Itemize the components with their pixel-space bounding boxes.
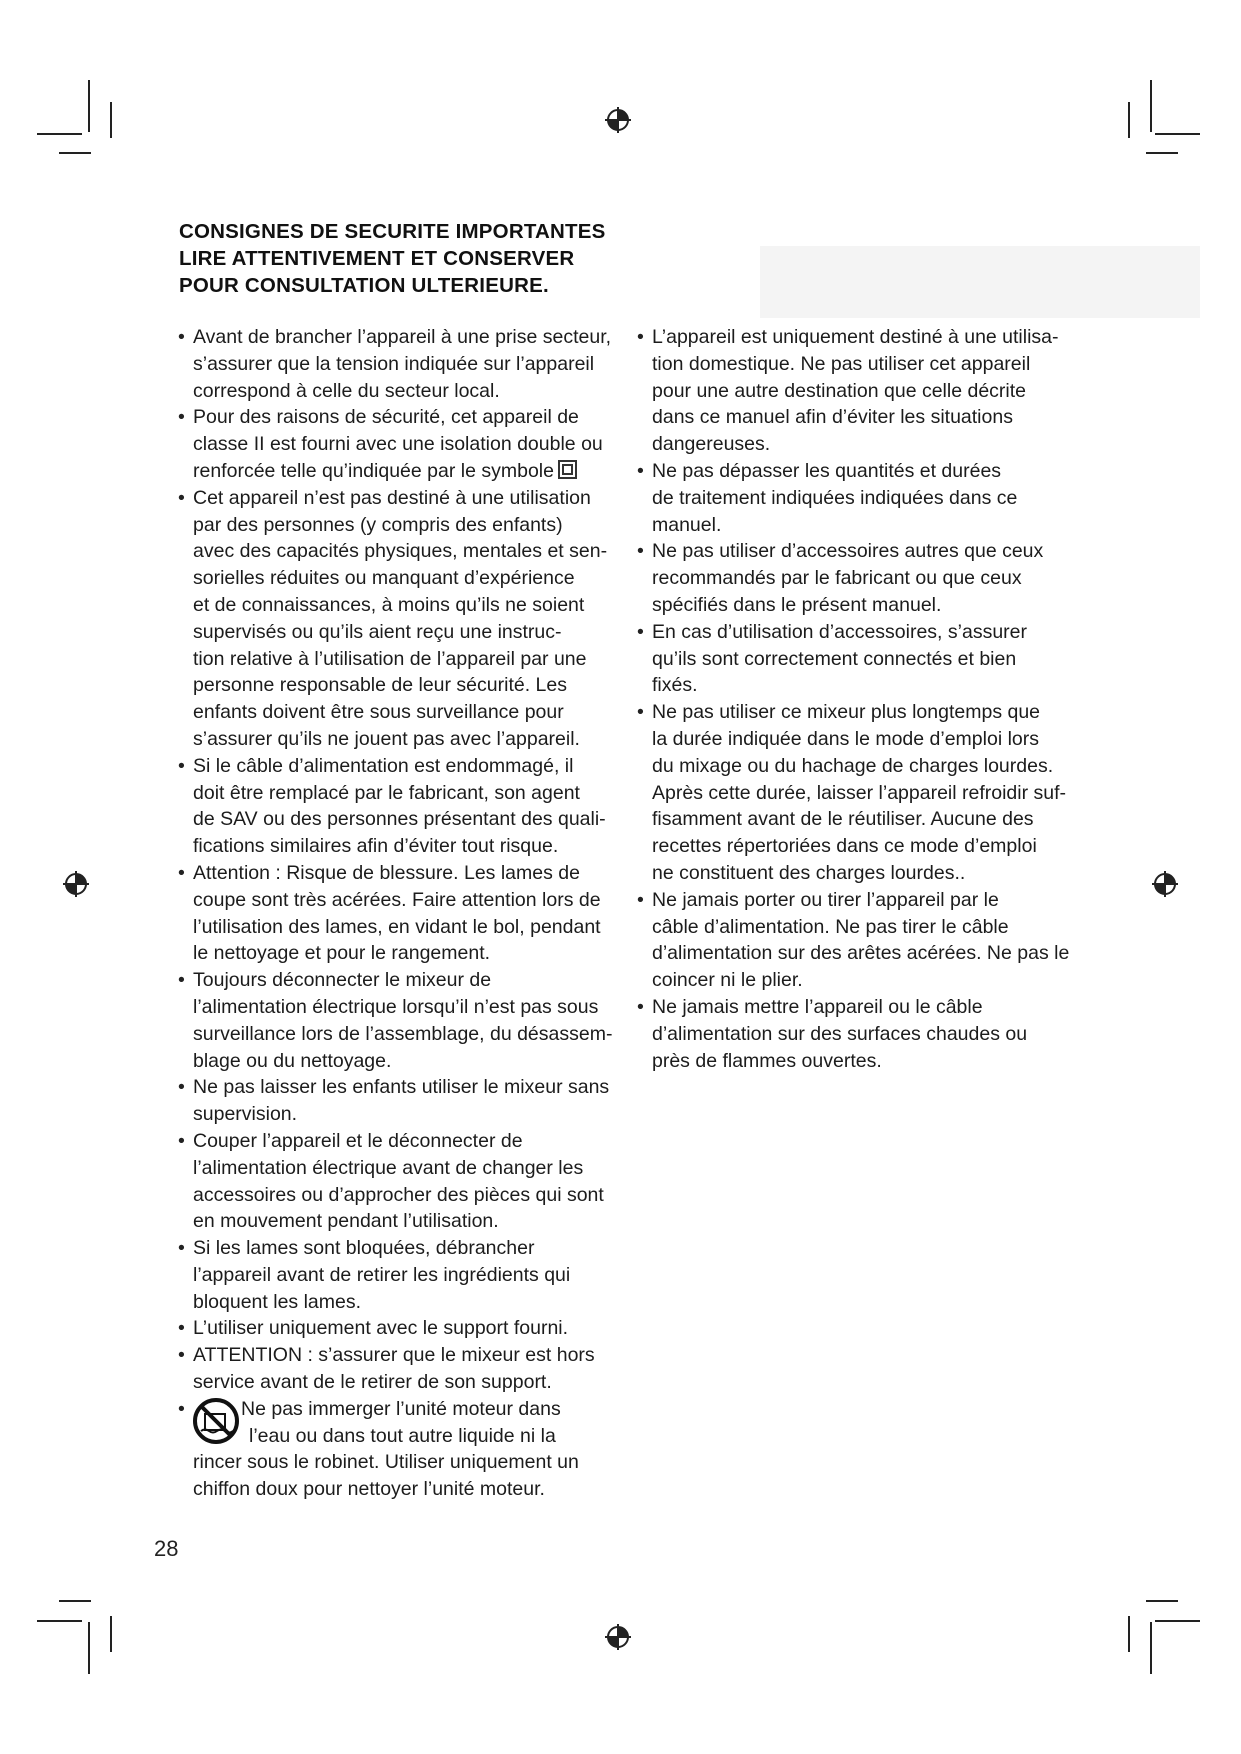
list-item	[637, 619, 1077, 699]
list-item-text: Ne pas laisser les enfants utiliser le mixeur sans supervision.	[193, 1076, 610, 1126]
crop-mark	[1146, 1600, 1178, 1602]
registration-mark-icon	[61, 869, 91, 899]
list-item-text: rincer sous le robinet. Utiliser uniquement un chiffon doux pour nettoyer l’unité moteur.	[193, 1451, 579, 1501]
list-item-text: L’appareil est uniquement destiné à une utilisa- tion domestique. Ne pas utiliser cet appareil pour une autre destination que celle décrite dans ce manuel afin d’éviter les situations dangereuses.	[652, 326, 1059, 456]
crop-mark	[1155, 1620, 1200, 1622]
list-item	[178, 404, 618, 484]
crop-mark	[1155, 133, 1200, 135]
page-title	[179, 218, 699, 299]
list-item-text: Ne pas utiliser d’accessoires autres que ceux recommandés par le fabricant ou que ceux spécifiés dans le présent manuel.	[652, 540, 1044, 616]
registration-mark-icon	[603, 105, 633, 135]
right-column	[637, 324, 1077, 1074]
double-insulation-icon	[558, 460, 577, 479]
list-item	[178, 485, 618, 753]
list-item-text: • Ne pas immerger l’unité moteur dans	[241, 1397, 561, 1420]
crop-mark	[1128, 1616, 1130, 1652]
list-item	[637, 887, 1077, 994]
list-item	[637, 324, 1077, 458]
list-item-text: L’utiliser uniquement avec le support fourni.	[193, 1317, 569, 1340]
list-item	[178, 1315, 618, 1342]
title-line-3: POUR CONSULTATION ULTERIEURE.	[179, 274, 549, 297]
crop-mark	[88, 1622, 90, 1674]
list-item	[637, 699, 1077, 887]
list-item	[178, 860, 618, 967]
list-item	[178, 967, 618, 1074]
list-item-text: Couper l’appareil et le déconnecter de l’alimentation électrique avant de changer les accessoires ou d’approcher des pièces qui sont en mouvement pendant l’utilisation.	[193, 1129, 604, 1233]
crop-mark	[110, 102, 112, 138]
crop-mark	[110, 1616, 112, 1652]
list-item-text: Ne jamais mettre l’appareil ou le câble d’alimentation sur des surfaces chaudes ou près de flammes ouvertes.	[652, 995, 1028, 1072]
list-item	[178, 753, 618, 860]
background-patch	[760, 246, 1200, 318]
list-item-text: Cet appareil n’est pas destiné à une utilisation par des personnes (y compris des enfants) avec des capacités physiques, mentales et sen- sorielles réduites ou manquant d’expérience et de connaissances, à moins qu’ils ne soient supervisés ou qu’ils aient reçu une instruc- tion relative à l’utilisation de l’appareil par une personne responsable de leur sécurité. Les enfants doivent être sous surveillance pour s’assurer qu’ils ne jouent pas avec l’appareil.	[193, 486, 608, 750]
list-item-text: Ne pas utiliser ce mixeur plus longtemps que la durée indiquée dans le mode d’emploi lors du mixage ou du hachage de charges lourdes. Après cette durée, laisser l’appareil refroidir suf- fisamment avant de le réutiliser. Aucune des recettes répertoriées dans ce mode d’emploi ne constituent des charges lourdes..	[652, 701, 1067, 884]
list-item-text: ATTENTION : s’assurer que le mixeur est hors service avant de le retirer de son support.	[193, 1344, 595, 1394]
list-item-text: Si les lames sont bloquées, débrancher l’appareil avant de retirer les ingrédients qui bloquent les lames.	[193, 1237, 571, 1313]
list-item-text: Avant de brancher l’appareil à une prise secteur, s’assurer que la tension indiquée sur l’appareil correspond à celle du secteur local.	[193, 326, 612, 402]
list-item	[178, 1128, 618, 1235]
no-immersion-icon	[192, 1397, 240, 1445]
registration-mark-icon	[1150, 869, 1180, 899]
registration-mark-icon	[603, 1622, 633, 1652]
crop-mark	[1146, 152, 1178, 154]
crop-mark	[59, 152, 91, 154]
left-column	[178, 324, 618, 1503]
list-item	[178, 1235, 618, 1315]
list-item-text: Ne pas dépasser les quantités et durées de traitement indiquées indiquées dans ce manuel.	[652, 459, 1018, 536]
crop-mark	[1150, 1622, 1152, 1674]
list-item-text: Pour des raisons de sécurité, cet appareil de classe II est fourni avec une isolation double ou renforcée telle qu’indiquée par le symbole	[193, 406, 603, 482]
list-item-text: En cas d’utilisation d’accessoires, s’assurer qu’ils sont correctement connectés et bien fixés.	[652, 620, 1027, 697]
list-item	[178, 1396, 618, 1503]
crop-mark	[88, 80, 90, 132]
list-item-text: l’eau ou dans tout autre liquide ni la	[249, 1424, 556, 1447]
crop-mark	[37, 133, 82, 135]
list-item	[178, 324, 618, 404]
list-item	[637, 458, 1077, 538]
safety-list-left	[178, 324, 618, 1503]
crop-mark	[1128, 102, 1130, 138]
safety-list-right	[637, 324, 1077, 1074]
crop-mark	[37, 1620, 82, 1622]
list-item	[178, 1342, 618, 1396]
list-item	[637, 538, 1077, 618]
list-item	[637, 994, 1077, 1074]
title-line-1: CONSIGNES DE SECURITE IMPORTANTES	[179, 220, 606, 243]
title-line-2: LIRE ATTENTIVEMENT ET CONSERVER	[179, 247, 575, 270]
crop-mark	[1150, 80, 1152, 132]
list-item-text: Ne jamais porter ou tirer l’appareil par le câble d’alimentation. Ne pas tirer le câble d’alimentation sur des arêtes acérées. Ne pas le coincer ni le plier.	[652, 888, 1070, 992]
list-item	[178, 1074, 618, 1128]
list-item-text: Attention : Risque de blessure. Les lames de coupe sont très acérées. Faire attention lors de l’utilisation des lames, en vidant le bol, pendant le nettoyage et pour le rangement.	[193, 861, 601, 965]
list-item-text: Toujours déconnecter le mixeur de l’alimentation électrique lorsqu’il n’est pas sous surveillance lors de l’assemblage, du désassem- blage ou du nettoyage.	[193, 969, 613, 1072]
list-item-text: Si le câble d’alimentation est endommagé, il doit être remplacé par le fabricant, son agent de SAV ou des personnes présentant des quali- fications similaires afin d’éviter tout risque.	[193, 754, 606, 858]
page-number: 28	[154, 1536, 179, 1561]
crop-mark	[59, 1600, 91, 1602]
